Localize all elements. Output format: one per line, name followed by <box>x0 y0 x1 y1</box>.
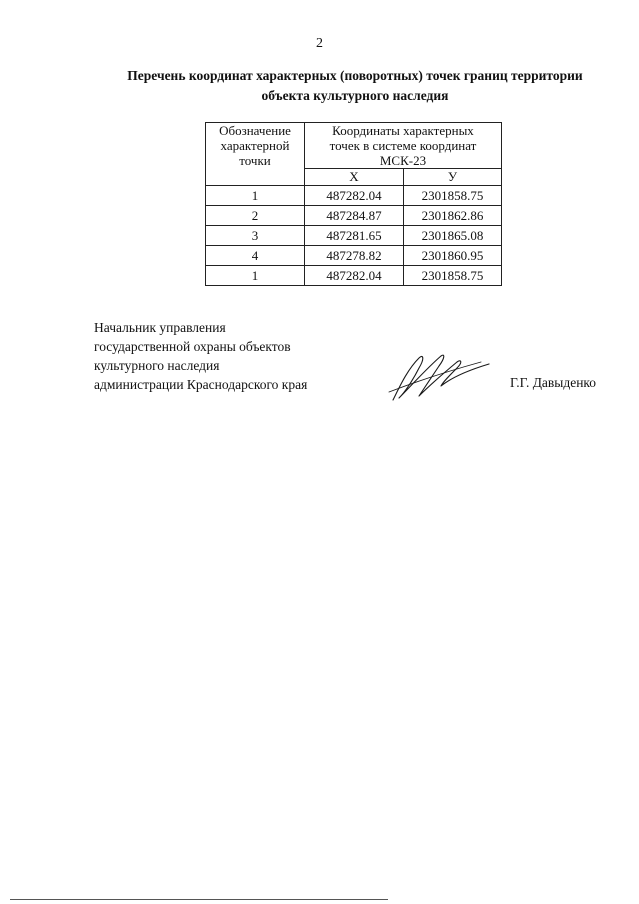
header-y: У <box>404 169 502 186</box>
position-line: государственной охраны объектов <box>94 339 291 354</box>
table-row <box>206 186 502 206</box>
header-coordinates <box>305 123 502 169</box>
cell-y: 2301862.86 <box>404 206 502 226</box>
header-point-line: точки <box>239 153 271 168</box>
cell-point: 4 <box>206 246 305 266</box>
cell-y: 2301858.75 <box>404 186 502 206</box>
cell-x: 487281.65 <box>305 226 404 246</box>
cell-point: 2 <box>206 206 305 226</box>
signer-name: Г.Г. Давыденко <box>510 375 597 390</box>
cell-y: 2301865.08 <box>404 226 502 246</box>
header-coords-line: Координаты характерных <box>332 123 474 138</box>
table-row <box>206 226 502 246</box>
position-line: Начальник управления <box>94 320 226 335</box>
cell-point: 1 <box>206 186 305 206</box>
position-line: администрации Краснодарского края <box>94 377 308 392</box>
document-title <box>90 66 620 106</box>
signatory-position <box>94 318 307 394</box>
handwritten-signature <box>385 348 495 408</box>
bottom-rule <box>10 899 388 900</box>
table-row <box>206 206 502 226</box>
header-point-designation <box>206 123 305 186</box>
cell-y: 2301860.95 <box>404 246 502 266</box>
coordinates-table <box>205 122 502 286</box>
cell-x: 487278.82 <box>305 246 404 266</box>
header-point-line: характерной <box>220 138 290 153</box>
title-line-2: объекта культурного наследия <box>261 88 449 103</box>
cell-point: 1 <box>206 266 305 286</box>
cell-y: 2301858.75 <box>404 266 502 286</box>
position-line: культурного наследия <box>94 358 220 373</box>
header-x: X <box>305 169 404 186</box>
table-row <box>206 266 502 286</box>
cell-x: 487282.04 <box>305 266 404 286</box>
table-row <box>206 246 502 266</box>
cell-x: 487282.04 <box>305 186 404 206</box>
table-header-row <box>206 123 502 169</box>
header-point-line: Обозначение <box>219 123 291 138</box>
header-coords-line: точек в системе координат <box>329 138 477 153</box>
title-line-1: Перечень координат характерных (поворотных) точек границ территории <box>127 68 583 83</box>
cell-x: 487284.87 <box>305 206 404 226</box>
header-coords-line: МСК-23 <box>379 153 427 168</box>
cell-point: 3 <box>206 226 305 246</box>
page-number: 2 <box>316 36 323 51</box>
